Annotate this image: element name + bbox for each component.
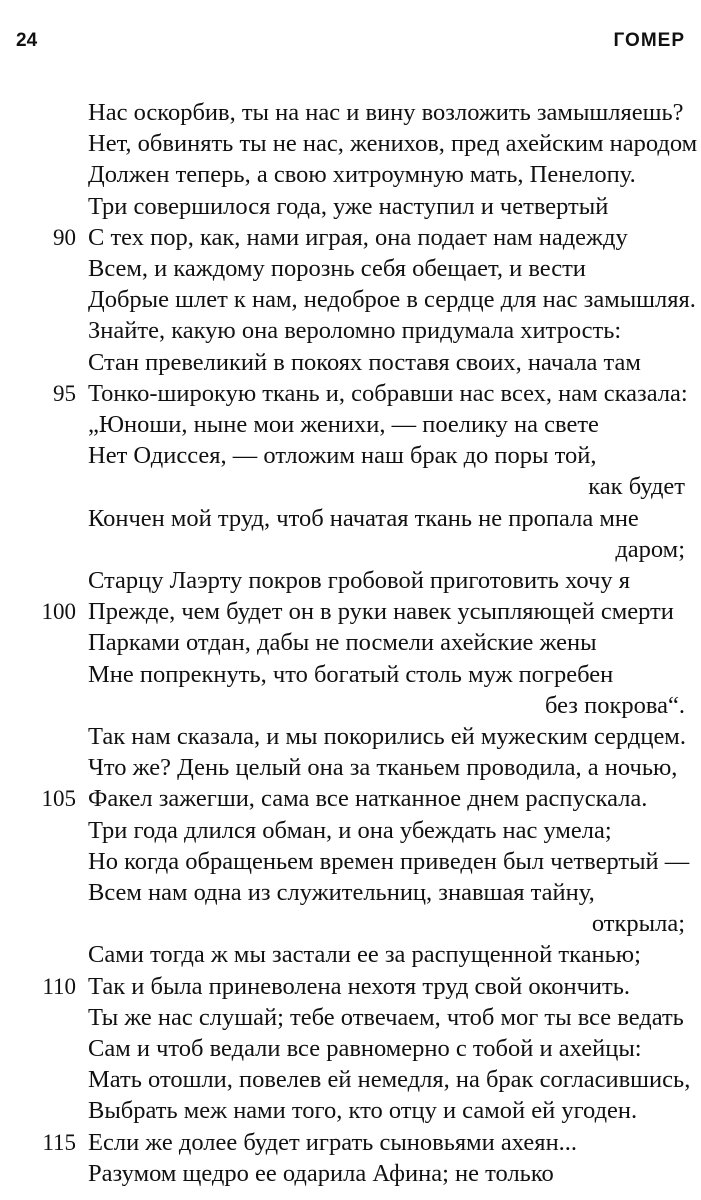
verse-line <box>0 159 701 191</box>
verse-text: Если же долее будет играть сыновьями ахеян... <box>88 1129 578 1156</box>
verse-line <box>0 503 701 535</box>
verse-line <box>0 939 701 971</box>
verse-line <box>0 1095 701 1127</box>
page-header <box>0 30 701 60</box>
verse-line <box>0 721 701 753</box>
verse-text: Парками отдан, дабы не посмели ахейские жены <box>88 629 597 656</box>
verse-text: Тонко-широкую ткань и, собравши нас всех, нам сказала: <box>88 380 688 407</box>
verse-line <box>0 1127 701 1159</box>
verse-continuation: открыла; <box>591 910 685 937</box>
verse-text: Стан превеликий в покоях поставя своих, начала там <box>88 349 641 376</box>
verse-line <box>0 378 701 410</box>
verse-line <box>0 877 701 909</box>
verse-text: Добрые шлет к нам, недоброе в сердце для нас замышляя. <box>88 286 696 313</box>
verse-line <box>0 128 701 160</box>
verse-text: Что же? День целый она за тканьем проводила, а ночью, <box>88 754 678 781</box>
verse-line <box>0 690 701 722</box>
verse-text: Всем, и каждому порознь себя обещает, и вести <box>88 255 586 282</box>
verse-continuation: без покрова“. <box>544 692 685 719</box>
verse-text: Три года длился обман, и она убеждать нас умела; <box>88 817 612 844</box>
verse-text: Так и была приневолена нехотя труд свой окончить. <box>88 973 631 1000</box>
verse-line <box>0 409 701 441</box>
verse-continuation: даром; <box>615 536 685 563</box>
line-number: 90 <box>53 225 76 250</box>
verse-text: Разумом щедро ее одарила Афина; не только <box>88 1160 554 1187</box>
verse-line <box>0 783 701 815</box>
verse-text: Мать отошли, повелев ей немедля, на брак согласившись, <box>88 1066 691 1093</box>
verse-line <box>0 440 701 472</box>
line-number: 110 <box>42 974 76 999</box>
verse-line <box>0 1033 701 1065</box>
verse-line <box>0 534 701 566</box>
verse-line <box>0 846 701 878</box>
verse-text: Так нам сказала, и мы покорились ей мужеским сердцем. <box>88 723 686 750</box>
verse-text: Прежде, чем будет он в руки навек усыпляющей смерти <box>88 598 674 625</box>
verse-line <box>0 1158 701 1190</box>
verse-text: Должен теперь, а свою хитроумную мать, Пенелопу. <box>88 161 636 188</box>
verse-text: Знайте, какую она вероломно придумала хитрость: <box>88 317 622 344</box>
verse-line <box>0 253 701 285</box>
verse-text: Мне попрекнуть, что богатый столь муж погребен <box>88 661 614 688</box>
verse-line <box>0 971 701 1003</box>
running-head: ГОМЕР <box>613 30 685 51</box>
verse-continuation: как будет <box>588 473 685 500</box>
verse-line <box>0 191 701 223</box>
verse-line <box>0 627 701 659</box>
verse-text: Старцу Лаэрту покров гробовой приготовить хочу я <box>88 567 630 594</box>
verse-text: Факел зажегши, сама все натканное днем распускала. <box>88 785 648 812</box>
line-number: 95 <box>53 381 76 406</box>
verse-line <box>0 222 701 254</box>
verse-line <box>0 596 701 628</box>
verse-text: Нет, обвинять ты не нас, женихов, пред ахейским народом <box>88 130 698 157</box>
verse-text: „Юноши, ныне мои женихи, — поелику на свете <box>88 411 599 438</box>
verse-text: Нас оскорбив, ты на нас и вину возложить замышляешь? <box>88 99 684 126</box>
verse-text: Нет Одиссея, — отложим наш брак до поры той, <box>88 442 597 469</box>
verse-line <box>0 659 701 691</box>
verse-text: Кончен мой труд, чтоб начатая ткань не пропала мне <box>88 505 639 532</box>
line-number: 105 <box>41 786 76 811</box>
verse-line <box>0 97 701 129</box>
verse-text: Сами тогда ж мы застали ее за распущенной тканью; <box>88 941 641 968</box>
verse-line <box>0 471 701 503</box>
verse-text: Всем нам одна из служительниц, знавшая тайну, <box>88 879 595 906</box>
verse-text: Ты же нас слушай; тебе отвечаем, чтоб мог ты все ведать <box>88 1004 684 1031</box>
verse-line <box>0 565 701 597</box>
verse-text: С тех пор, как, нами играя, она подает нам надежду <box>88 224 628 251</box>
verse-line <box>0 908 701 940</box>
verse-line <box>0 1002 701 1034</box>
verse-line <box>0 315 701 347</box>
verse-line <box>0 752 701 784</box>
verse-text: Три совершилося года, уже наступил и четвертый <box>88 193 609 220</box>
verse-line <box>0 284 701 316</box>
verse-text: Сам и чтоб ведали все равномерно с тобой и ахейцы: <box>88 1035 642 1062</box>
line-number: 115 <box>42 1130 76 1155</box>
verse-line <box>0 1064 701 1096</box>
verse-line <box>0 815 701 847</box>
line-number: 100 <box>41 599 76 624</box>
verse-text: Выбрать меж нами того, кто отцу и самой ей угоден. <box>88 1097 638 1124</box>
verse-line <box>0 347 701 379</box>
page-number: 24 <box>16 30 38 51</box>
verse-text: Но когда обращеньем времен приведен был четвертый — <box>88 848 690 875</box>
